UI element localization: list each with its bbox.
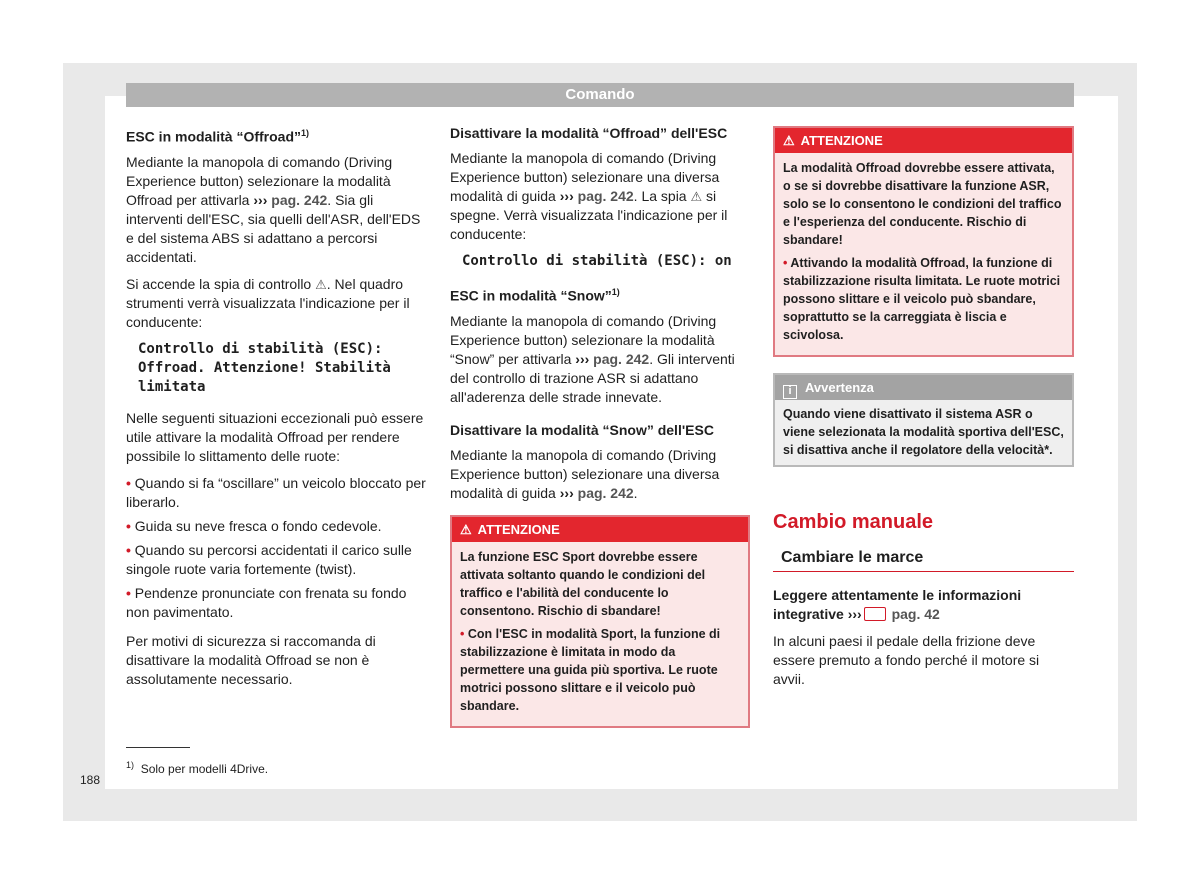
footnote-separator (126, 747, 190, 748)
info-icon: i (783, 385, 797, 399)
warning-text: La modalità Offroad dovrebbe essere attivata, o se si dovrebbe disattivare la funzione ASR, solo se lo consentono le condizioni del traffico e l'esperienza del conducente. Rischio di sbandare! (783, 161, 1062, 247)
section-header: Comando (126, 83, 1074, 107)
warning-body (452, 542, 748, 726)
paragraph: Mediante la manopola di comando (Driving Experience button) selezionare una diversa modalità di guida ››› pag. 242. La spia ⚠ si spegne. Verrà visualizzata l'indicazione per il conducente: (450, 150, 728, 242)
page-number: 188 (80, 773, 101, 787)
lead-text: Leggere attentamente le informazioni integrative ››› pag. 42 (773, 587, 1022, 622)
page-reference-link[interactable]: ››› pag. 242 (253, 191, 328, 208)
paragraph: Mediante la manopola di comando (Driving Experience button) selezionare la modalità “Snow” per attivarla ››› pag. 242. Gli interventi del controllo di trazione ASR si adattano all'aderenza delle strade innevate. (450, 312, 735, 405)
section-title: Cambio manuale (773, 511, 934, 533)
warning-text: • Attivando la modalità Offroad, la funzione di stabilizzazione risulta limitata. Le ruote motrici possono slittare e il veicolo può sbandare, soprattutto se la carreggiata è liscia e scivolosa. (783, 256, 1061, 342)
subsection-title: Cambiare le marce (773, 548, 1074, 572)
page-reference-link[interactable]: ››› pag. 42 (847, 606, 940, 622)
warning-triangle-icon: ⚠ (783, 133, 795, 148)
driver-display-message: Controllo di stabilità (ESC): Offroad. Attenzione! Stabilità limitata (138, 340, 391, 395)
column-right (773, 124, 1074, 697)
warning-header: ⚠ ATTENZIONE (775, 128, 1072, 153)
warning-box (450, 515, 750, 728)
paragraph: Nelle seguenti situazioni eccezionali può essere utile attivare la modalità Offroad per rendere possibile lo slittamento delle ruote: (126, 409, 424, 464)
list-item: • Pendenze pronunciate con frenata su fondo non pavimentato. (126, 584, 407, 620)
page-reference-link[interactable]: ››› pag. 242 (559, 484, 634, 501)
driver-display-message: Controllo di stabilità (ESC): on (462, 253, 732, 269)
paragraph: Si accende la spia di controllo ⚠. Nel quadro strumenti verrà visualizzata l'indicazione per il conducente: (126, 275, 410, 330)
heading-disable-offroad: Disattivare la modalità “Offroad” dell'ESC (450, 125, 728, 141)
warning-body (775, 153, 1072, 355)
heading-disable-snow: Disattivare la modalità “Snow” dell'ESC (450, 421, 714, 438)
warning-text: La funzione ESC Sport dovrebbe essere attivata soltanto quando le condizioni del traffico e l'abilità del conducente lo consentono. Rischio di sbandare! (460, 549, 706, 618)
paragraph: Mediante la manopola di comando (Driving Experience button) selezionare una diversa modalità di guida ››› pag. 242. (450, 446, 720, 501)
column-middle (450, 124, 750, 728)
esc-offroad-lamp-icon: ⚠ (690, 189, 703, 204)
bullet-icon: • (126, 517, 131, 534)
bullet-icon: • (126, 541, 131, 558)
bullet-icon: • (126, 584, 131, 601)
footnote: $^{1)}$ Solo per modelli 4Drive. (126, 760, 269, 776)
list-item: • Guida su neve fresca o fondo cedevole. (126, 517, 382, 534)
note-box (773, 373, 1074, 467)
column-left (126, 124, 426, 697)
page-reference-link[interactable]: ››› pag. 242 (559, 188, 634, 204)
paragraph: Per motivi di sicurezza si raccomanda di disattivare la modalità Offroad se non è assolutamente necessario. (126, 632, 376, 687)
heading-esc-snow: ESC in modalità “Snow”$^{1)}$ (450, 287, 620, 304)
note-body: Quando viene disattivato il sistema ASR o viene selezionata la modalità sportiva dell'ESC, si disattiva anche il regolatore della velocità*. (783, 407, 1064, 457)
warning-triangle-icon: ⚠ (460, 521, 472, 537)
warning-header: ⚠ ATTENZIONE (452, 517, 748, 542)
bullet-list (126, 474, 426, 622)
list-item: • Quando su percorsi accidentati il carico sulle singole ruote varia fortemente (twist). (126, 541, 412, 577)
warning-box (773, 126, 1074, 357)
esc-offroad-lamp-icon: ⚠ (315, 276, 327, 292)
warning-text: • Con l'ESC in modalità Sport, la funzione di stabilizzazione è limitata in modo da permettere una guida più sportiva. Le ruote motrici possono slittare e il veicolo può sbandare. (460, 626, 721, 713)
heading-esc-offroad: ESC in modalità “Offroad”$^{1)}$ (126, 128, 310, 145)
bullet-icon: • (126, 474, 131, 491)
bullet-icon: • (460, 626, 465, 641)
paragraph: In alcuni paesi il pedale della frizione deve essere premuto a fondo perché il motore si avvii. (773, 633, 1040, 687)
page-reference-link[interactable]: ››› pag. 242 (575, 350, 650, 367)
paragraph: Mediante la manopola di comando (Driving Experience button) selezionare la modalità Offroad per attivarla ››› pag. 242. Sia gli interventi dell'ESC, sia quelli dell'ASR, dell'EDS e del sistema ABS si adattano a percorsi accidentati. (126, 153, 421, 265)
note-header: i Avvertenza (775, 375, 1072, 400)
bullet-icon: • (783, 256, 788, 270)
book-icon (864, 607, 886, 621)
list-item: • Quando si fa “oscillare” un veicolo bloccato per liberarlo. (126, 474, 426, 510)
